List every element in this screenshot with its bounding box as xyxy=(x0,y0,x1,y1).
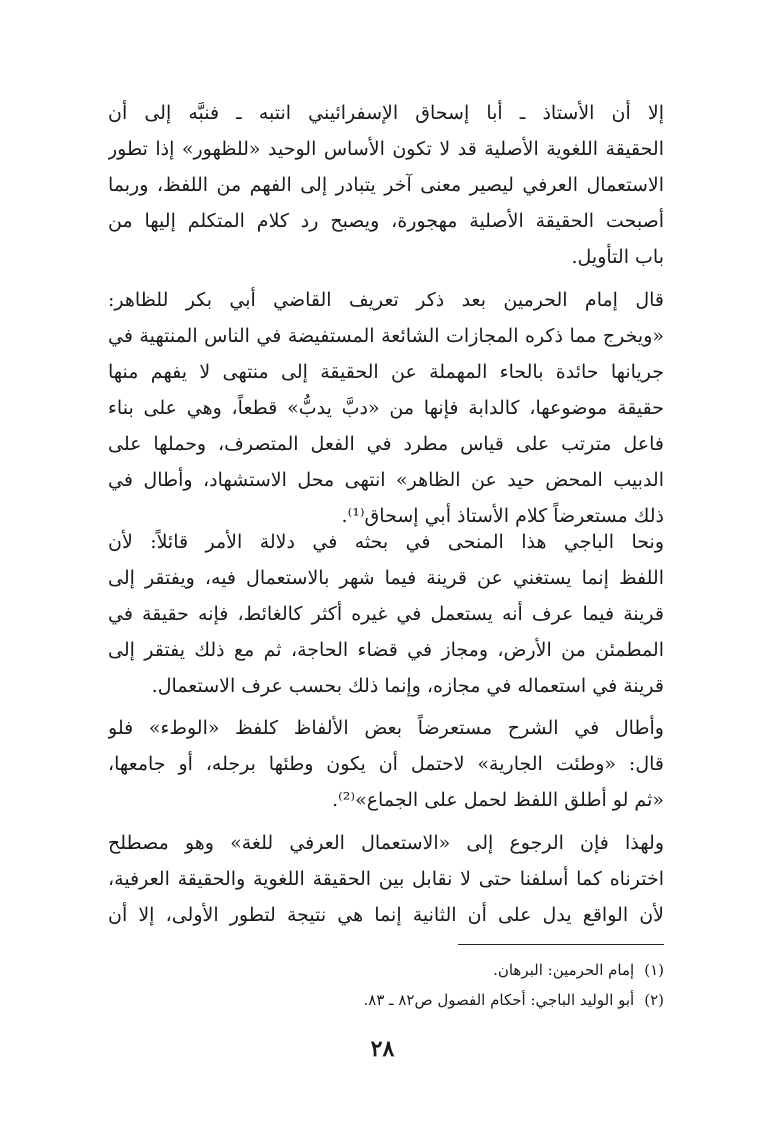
paragraph-4 xyxy=(108,710,664,818)
page-number: ٢٨ xyxy=(370,1036,395,1062)
text-line: المطمئن من الأرض، ومجاز في قضاء الحاجة، ثم مع ذلك يفتقر إلى xyxy=(108,639,664,661)
footnote-2 xyxy=(108,985,664,1015)
text-line: قرينة فيما عرف أنه يستعمل في غيره أكثر كالغائط، فإنه حقيقة في xyxy=(108,603,664,625)
footnotes xyxy=(108,955,664,1015)
text-line: ولهذا فإن الرجوع إلى «الاستعمال العرفي للغة» وهو مصطلح xyxy=(108,832,664,854)
footnote-text: إمام الحرمين: البرهان. xyxy=(493,961,635,979)
text-line: الدبيب المحض حيد عن الظاهر» انتهى محل الاستشهاد، وأطال في xyxy=(108,469,664,491)
text-line: اخترناه كما أسلفنا حتى لا نقابل بين الحقيقة اللغوية والحقيقة العرفية، xyxy=(108,868,664,890)
text-line: ذلك مستعرضاً كلام الأستاذ أبي إسحاق⁽¹⁾. xyxy=(341,505,664,527)
footnote-number: (٢) xyxy=(644,991,664,1009)
footnote-number: (١) xyxy=(644,961,664,979)
text-line: لأن الواقع يدل على أن الثانية إنما هي نتيجة لتطور الأولى، إلا أن xyxy=(108,904,664,926)
text-line: الحقيقة اللغوية الأصلية قد لا تكون الأساس الوحيد «للظهور» إذا تطور xyxy=(108,138,664,160)
text-line: اللفظ إنما يستغني عن قرينة فيما شهر بالاستعمال فيه، ويفتقر إلى xyxy=(108,567,664,589)
footnote-1 xyxy=(108,955,664,985)
footnote-text: أبو الوليد الباجي: أحكام الفصول ص٨٢ ـ ٨٣. xyxy=(363,991,635,1009)
text-line: أصبحت الحقيقة الأصلية مهجورة، ويصبح رد كلام المتكلم إليها من xyxy=(108,210,664,232)
text-line: إلا أن الأستاذ ـ أبا إسحاق الإسفرائيني انتبه ـ فنبَّه إلى أن xyxy=(108,102,664,124)
text-line: فاعل مترتب على قياس مطرد في الفعل المتصرف، وحملها على xyxy=(108,433,664,455)
text-line: قال إمام الحرمين بعد ذكر تعريف القاضي أبي بكر للظاهر: xyxy=(108,289,664,311)
paragraph-5 xyxy=(108,825,664,933)
text-line: قرينة في استعماله في مجازه، وإنما ذلك بحسب عرف الاستعمال. xyxy=(151,675,664,697)
text-line: باب التأويل. xyxy=(571,246,664,268)
paragraph-1 xyxy=(108,95,664,275)
paragraph-2 xyxy=(108,282,664,534)
text-line: الاستعمال العرفي ليصير معنى آخر يتبادر إلى الفهم من اللفظ، وربما xyxy=(108,174,664,196)
text-line: «ثم لو أطلق اللفظ لحمل على الجماع»⁽²⁾. xyxy=(332,789,664,811)
text-line: جريانها حائدة بالحاء المهملة عن الحقيقة إلى منتهى لا يفهم منها xyxy=(108,361,664,383)
text-line: وأطال في الشرح مستعرضاً بعض الألفاظ كلفظ «الوطء» فلو xyxy=(108,717,664,739)
text-line: قال: «وطئت الجارية» لاحتمل أن يكون وطئها برجله، أو جامعها، xyxy=(108,753,664,775)
footnote-divider xyxy=(458,944,664,945)
text-line: ونحا الباجي هذا المنحى في بحثه في دلالة الأمر قائلاً: لأن xyxy=(108,531,664,553)
text-line: «ويخرج مما ذكره المجازات الشائعة المستفيضة في الناس المنتهية في xyxy=(108,325,664,347)
paragraph-3 xyxy=(108,524,664,704)
text-line: حقيقة موضوعها، كالدابة فإنها من «دبَّ يدبُّ» قطعاً، وهي على بناء xyxy=(108,397,664,419)
